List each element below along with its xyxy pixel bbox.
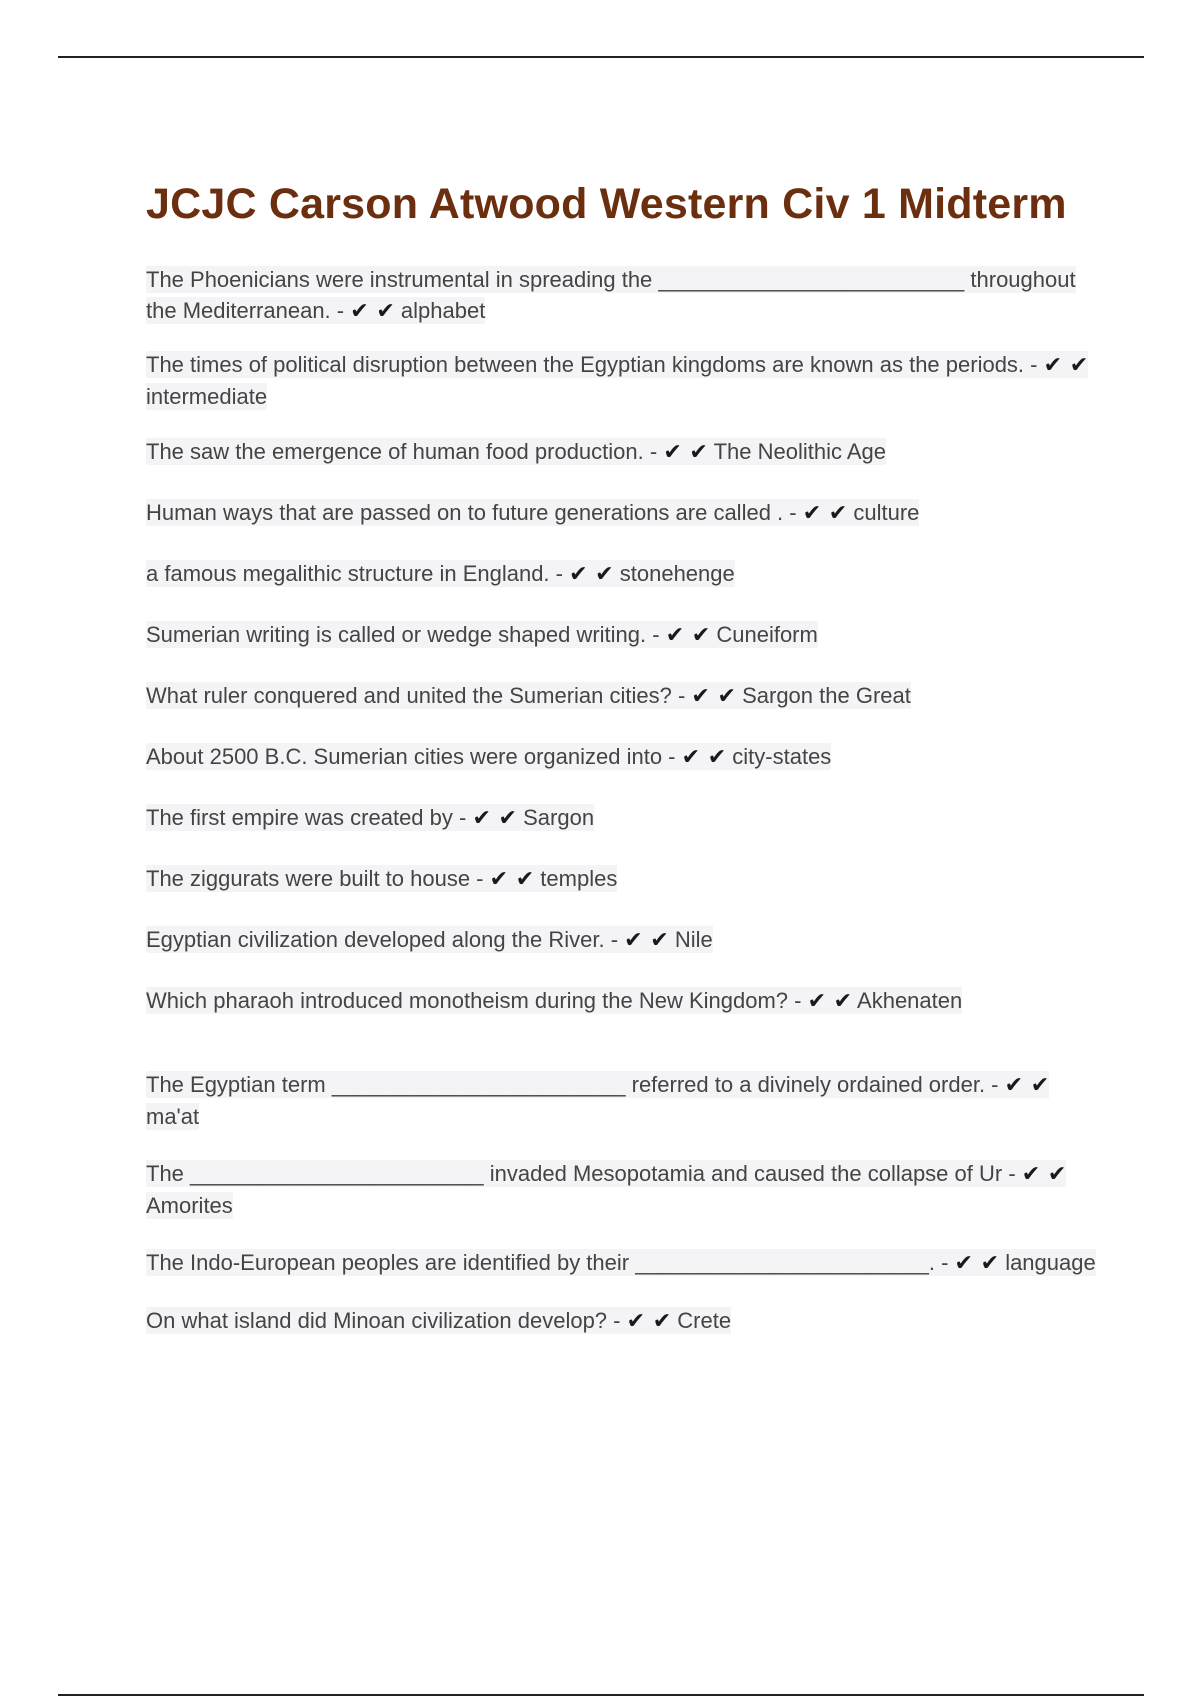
- double-check-icon: ✔ ✔: [663, 440, 708, 465]
- qa-item: [146, 680, 1096, 712]
- answer-text: Akhenaten: [857, 988, 963, 1013]
- answer-text: The Neolithic Age: [713, 439, 886, 464]
- double-check-icon: ✔ ✔: [1043, 353, 1089, 378]
- qa-item: [146, 1305, 1096, 1337]
- double-check-icon: ✔ ✔: [665, 623, 711, 648]
- answer-text: temples: [540, 866, 618, 891]
- document-title: JCJC Carson Atwood Western Civ 1 Midterm: [146, 180, 1067, 228]
- double-check-icon: ✔ ✔: [1004, 1073, 1050, 1098]
- qa-item: [146, 619, 1096, 651]
- double-check-icon: ✔ ✔: [626, 1309, 672, 1334]
- question-text: The times of political disruption between the Egyptian kingdoms are known as the periods. -: [146, 352, 1044, 377]
- double-check-icon: ✔ ✔: [1021, 1162, 1067, 1187]
- qa-item: [146, 349, 1096, 412]
- document-body: [146, 176, 1096, 1337]
- question-text: Human ways that are passed on to future generations are called . -: [146, 500, 803, 525]
- top-rule: [58, 56, 1144, 58]
- double-check-icon: ✔ ✔: [807, 989, 853, 1014]
- answer-text: Sargon: [523, 805, 595, 830]
- qa-item: [146, 1069, 1096, 1132]
- answer-text: alphabet: [400, 298, 486, 323]
- qa-item: [146, 863, 1096, 895]
- qa-item: [146, 924, 1096, 956]
- answer-text: Crete: [677, 1308, 732, 1333]
- double-check-icon: ✔ ✔: [691, 684, 736, 709]
- qa-item: [146, 558, 1096, 590]
- double-check-icon: ✔ ✔: [472, 806, 517, 831]
- answer-text: language: [1005, 1250, 1096, 1275]
- answer-text: stonehenge: [619, 561, 735, 586]
- qa-item: [146, 264, 1096, 327]
- double-check-icon: ✔ ✔: [350, 299, 395, 324]
- qa-item: [146, 1158, 1096, 1221]
- qa-item: [146, 436, 1096, 468]
- question-text: The ________________________ invaded Mesopotamia and caused the collapse of Ur -: [146, 1161, 1022, 1186]
- question-text: Which pharaoh introduced monotheism during the New Kingdom? -: [146, 988, 808, 1013]
- answer-text: Nile: [674, 927, 713, 952]
- double-check-icon: ✔ ✔: [624, 928, 669, 953]
- answer-text: city-states: [732, 744, 832, 769]
- qa-item: [146, 985, 1096, 1017]
- question-text: a famous megalithic structure in England. -: [146, 561, 570, 586]
- answer-text: Cuneiform: [716, 622, 818, 647]
- double-check-icon: ✔ ✔: [569, 562, 614, 587]
- double-check-icon: ✔ ✔: [954, 1251, 1000, 1276]
- qa-item: [146, 1247, 1096, 1279]
- qa-item: [146, 802, 1096, 834]
- answer-text: intermediate: [146, 384, 268, 409]
- double-check-icon: ✔ ✔: [681, 745, 727, 770]
- question-text: The saw the emergence of human food production. -: [146, 439, 664, 464]
- question-text: About 2500 B.C. Sumerian cities were organized into -: [146, 744, 682, 769]
- question-text: The ziggurats were built to house -: [146, 866, 490, 891]
- answer-text: ma'at: [146, 1104, 200, 1129]
- qa-item: [146, 497, 1096, 529]
- answer-text: culture: [853, 500, 920, 525]
- question-text: What ruler conquered and united the Sumerian cities? -: [146, 683, 692, 708]
- double-check-icon: ✔ ✔: [489, 867, 535, 892]
- question-text: The Egyptian term ________________________ referred to a divinely ordained order. -: [146, 1072, 1005, 1097]
- question-text: Egyptian civilization developed along the River. -: [146, 927, 625, 952]
- question-text: The Phoenicians were instrumental in spreading the _________________________ throughout the Mediterranean. -: [146, 267, 1076, 323]
- answer-text: Amorites: [146, 1193, 233, 1218]
- double-check-icon: ✔ ✔: [802, 501, 848, 526]
- qa-item: [146, 741, 1096, 773]
- question-text: On what island did Minoan civilization develop? -: [146, 1308, 627, 1333]
- answer-text: Sargon the Great: [742, 683, 911, 708]
- bottom-rule: [58, 1694, 1144, 1696]
- question-text: The first empire was created by -: [146, 805, 473, 830]
- question-text: The Indo-European peoples are identified by their ________________________. -: [146, 1250, 955, 1275]
- question-text: Sumerian writing is called or wedge shaped writing. -: [146, 622, 666, 647]
